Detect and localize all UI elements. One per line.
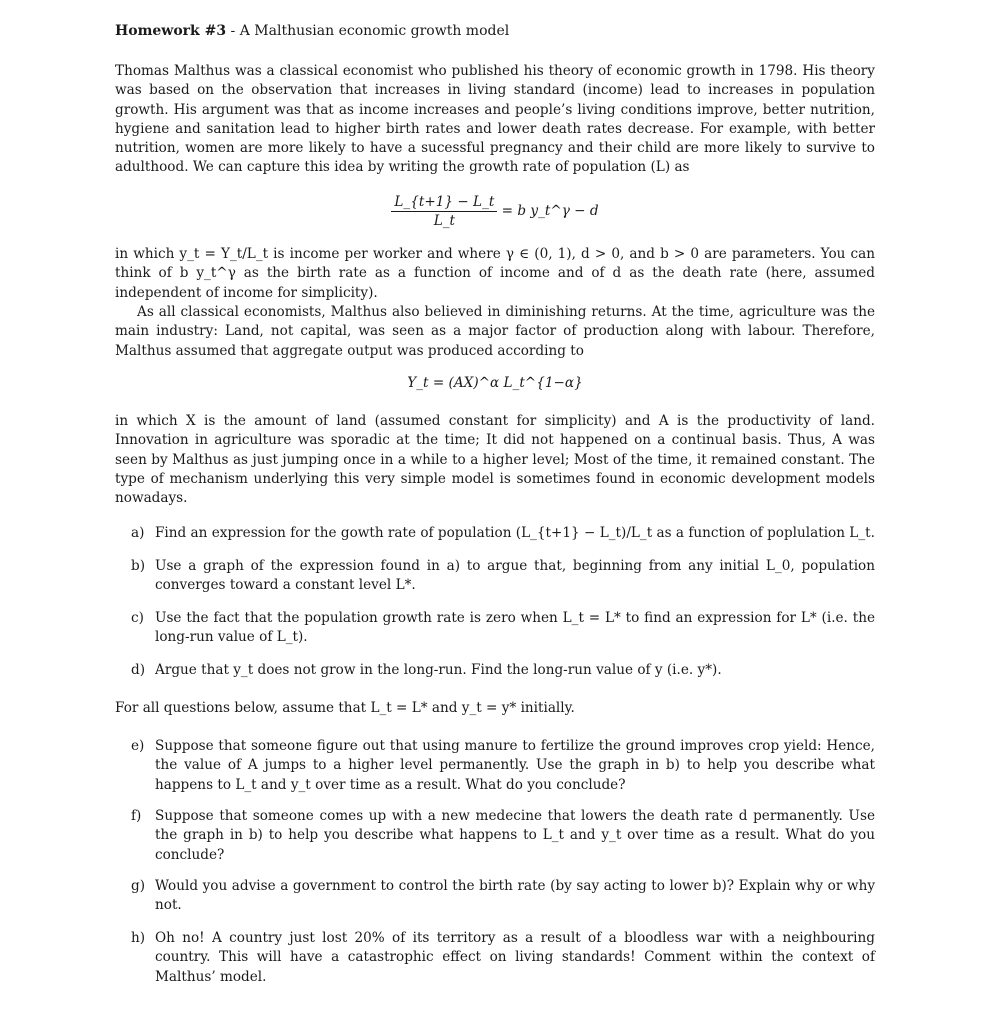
question-label: g) [131,878,146,894]
initial-condition-statement: For all questions below, assume that L_t = L* and y_t = y* initially. [115,700,575,716]
population-growth-equation [115,193,875,230]
question-f [131,807,875,865]
question-text: Find an expression for the gowth rate of population (L_{t+1} − L_t)/L_t as a function of poplulation L_t. [155,525,875,541]
question-text: Argue that y_t does not grow in the long-run. Find the long-run value of y (i.e. y*). [155,662,722,678]
page-title [115,22,509,41]
question-h [131,929,875,987]
question-a [131,524,875,543]
fraction-numerator: L_{t+1} − L_t [391,193,497,212]
question-text: Use a graph of the expression found in a) to argue that, beginning from any initial L_0, population converges toward a constant level L*. [155,558,875,594]
question-d [131,661,875,680]
question-text: Would you advise a government to control the birth rate (by say acting to lower b)? Explain why or why not. [155,878,875,914]
land-productivity-paragraph: in which X is the amount of land (assumed constant for simplicity) and A is the productivity of land. Innovation in agriculture was sporadic at the time; It did not happened on a continual basis. Thus, A was seen by Malthus as just jumping once in a while to a higher level; Most of the time, it remained constant. The type of mechanism underlying this very simple model is sometimes found in economic development models nowadays. [115,413,875,507]
question-text: Oh no! A country just lost 20% of its territory as a result of a bloodless war with a neighbouring country. This will have a catastrophic effect on living standards! Comment within the context of Malthus’ model. [155,930,875,985]
question-label: h) [131,930,146,946]
question-e [131,737,875,795]
diminishing-returns-paragraph: As all classical economists, Malthus also believed in diminishing returns. At the time, agriculture was the main industry: Land, not capital, was seen as a major factor of production along with labour. Therefore, Malthus assumed that aggregate output was produced according to [115,304,875,359]
question-text: Suppose that someone figure out that using manure to fertilize the ground improves crop yield: Hence, the value of A jumps to a higher level permanently. Use the graph in b) to help you describe what happens to L_t and y_t over time as a result. What do you conclude? [155,738,875,793]
fraction-denominator: L_t [433,213,456,229]
equation-rhs: = b y_t^γ − d [501,202,599,219]
title-bold: Homework #3 [115,23,227,39]
question-g [131,877,875,916]
question-label: c) [131,610,144,626]
question-label: f) [131,808,142,824]
production-function-equation: Y_t = (AX)^α L_t^{1−α} [407,375,583,391]
title-rest: - A Malthusian economic growth model [226,23,510,39]
question-label: b) [131,558,146,574]
question-label: a) [131,525,145,541]
income-per-worker-paragraph: in which y_t = Y_t/L_t is income per worker and where γ ∈ (0, 1), d > 0, and b > 0 are parameters. You can think of b y_t^γ as the birth rate as a function of income and of d as the death rate (here, assumed independent of income for simplicity). [115,246,875,301]
growth-fraction [391,193,497,230]
question-label: d) [131,662,146,678]
intro-paragraph: Thomas Malthus was a classical economist who published his theory of economic growth in 1798. His theory was based on the observation that increases in living standard (income) lead to increases in population growth. His argument was that as income increases and people’s living conditions improve, better nutrition, hygiene and sanitation lead to higher birth rates and lower death rates decrease. For example, with better nutrition, women are more likely to have a sucessful pregnancy and their child are more likely to survive to adulthood. We can capture this idea by writing the growth rate of population (L) as [115,63,875,176]
question-text: Use the fact that the population growth rate is zero when L_t = L* to find an expression for L* (i.e. the long-run value of L_t). [155,610,875,646]
question-c [131,609,875,648]
question-b [131,557,875,596]
question-label: e) [131,738,145,754]
question-text: Suppose that someone comes up with a new medecine that lowers the death rate d permanently. Use the graph in b) to help you describe what happens to L_t and y_t over time as a result. What do you conclude? [155,808,875,863]
